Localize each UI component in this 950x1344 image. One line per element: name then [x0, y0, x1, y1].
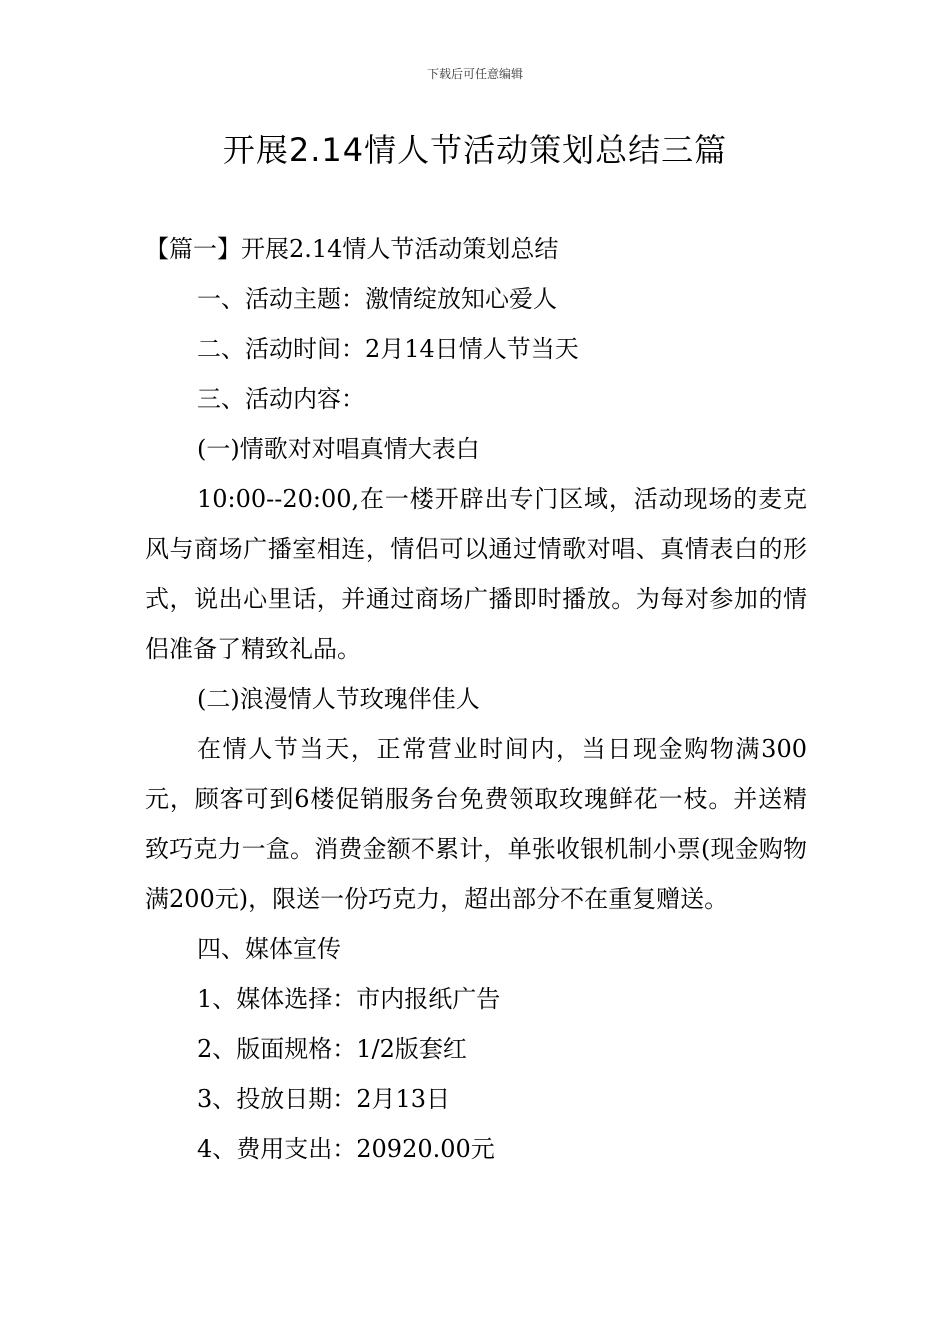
item-media: 四、媒体宣传 — [197, 935, 341, 963]
media-layout: 2、版面规格：1/2版套红 — [197, 1035, 467, 1063]
subsection-2-paragraph: 在情人节当天，正常营业时间内，当日现金购物满300元，顾客可到6楼促销服务台免费领取玫瑰鲜花一枝。并送精致巧克力一盒。消费金额不累计，单张收银机制小票(现金购物满200元)，限送一份巧克力，超出部分不在重复赠送。 — [145, 735, 807, 913]
header-note: 下载后可任意编辑 — [426, 67, 523, 81]
item-theme: 一、活动主题：激情绽放知心爱人 — [197, 285, 557, 313]
subsection-1-title: (一)情歌对对唱真情大表白 — [197, 435, 480, 463]
document-title: 开展2.14情人节活动策划总结三篇 — [222, 131, 728, 169]
media-date: 3、投放日期：2月13日 — [197, 1085, 451, 1113]
item-content: 三、活动内容： — [197, 385, 365, 413]
media-cost: 4、费用支出：20920.00元 — [197, 1135, 495, 1163]
item-time: 二、活动时间：2月14日情人节当天 — [197, 335, 579, 363]
subsection-1-paragraph: 10:00--20:00,在一楼开辟出专门区域，活动现场的麦克风与商场广播室相连，情侣可以通过情歌对唱、真情表白的形式，说出心里话，并通过商场广播即时播放。为每对参加的情侣准备了精致礼品。 — [145, 485, 807, 663]
document-body — [145, 224, 807, 1174]
section-heading: 【篇一】开展2.14情人节活动策划总结 — [145, 235, 559, 263]
media-choice: 1、媒体选择：市内报纸广告 — [197, 985, 501, 1013]
subsection-2-title: (二)浪漫情人节玫瑰伴佳人 — [197, 685, 480, 713]
